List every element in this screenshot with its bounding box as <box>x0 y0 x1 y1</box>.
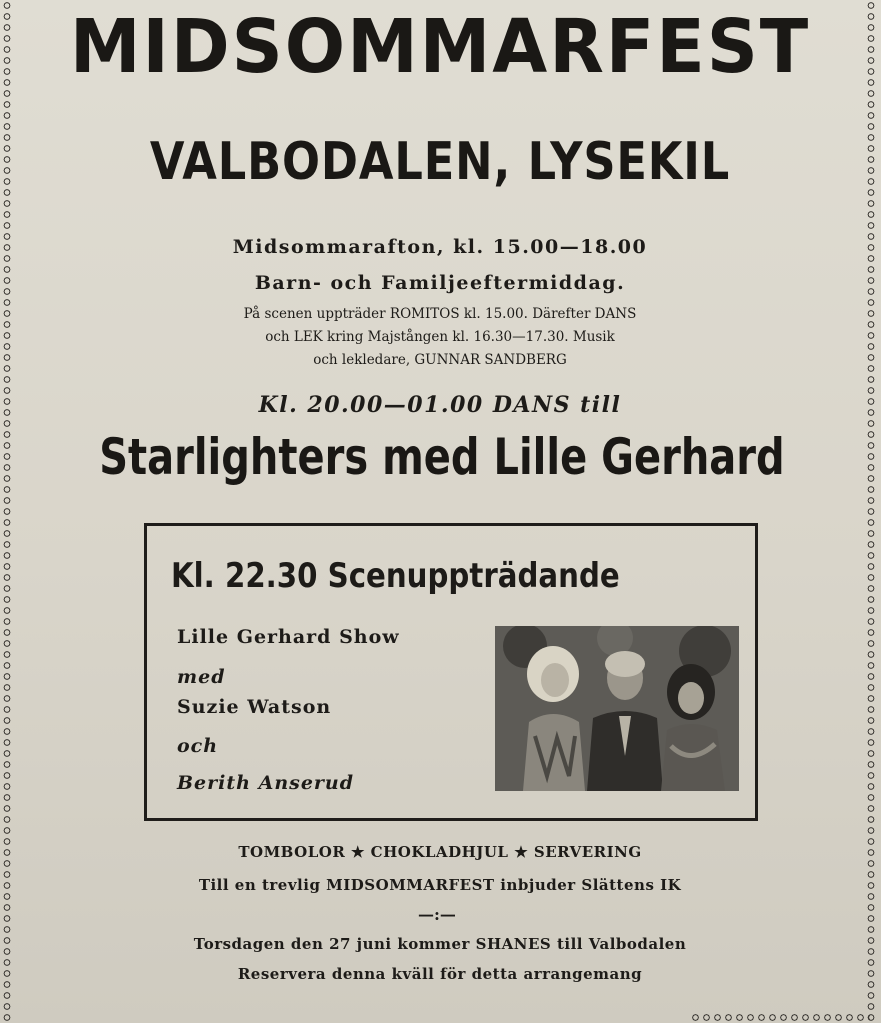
show-line-1: Lille Gerhard Show <box>177 626 400 648</box>
notice-line-1: Torsdagen den 27 juni kommer SHANES till Valbodalen <box>193 935 687 953</box>
show-line-4: och <box>177 735 219 757</box>
show-line-2: med <box>177 666 226 688</box>
notice-line-2: Reservera denna kväll för detta arrangemang <box>237 965 643 983</box>
ad-title: MIDSOMMARFEST <box>69 4 811 90</box>
decorative-border-right <box>866 0 876 1023</box>
section-divider: —:— <box>418 905 456 924</box>
show-title: Kl. 22.30 Scenuppträdande <box>171 556 620 596</box>
ad-location: VALBODALEN, LYSEKIL <box>149 132 731 192</box>
afternoon-title: Barn- och Familjeeftermiddag. <box>254 272 626 294</box>
decorative-border-bottom <box>690 1012 870 1023</box>
afternoon-time: Midsommarafton, kl. 15.00—18.00 <box>232 236 648 258</box>
show-box <box>144 523 758 821</box>
band-name: Starlighters med Lille Gerhard <box>99 428 785 486</box>
invite-line: Till en trevlig MIDSOMMARFEST inbjuder Slättens IK <box>198 876 682 894</box>
show-line-3: Suzie Watson <box>177 696 332 718</box>
afternoon-detail-2: och LEK kring Majstången kl. 16.30—17.30. Musik <box>265 329 615 345</box>
decorative-border-left <box>2 0 12 1023</box>
afternoon-detail-1: På scenen uppträder ROMITOS kl. 15.00. Därefter DANS <box>243 306 637 322</box>
extras-line: TOMBOLOR ★ CHOKLADHJUL ★ SERVERING <box>238 843 642 861</box>
performers-photo <box>495 626 739 791</box>
dance-time: Kl. 20.00—01.00 DANS till <box>258 392 622 418</box>
show-line-5: Berith Anserud <box>177 772 355 794</box>
afternoon-detail-3: och lekledare, GUNNAR SANDBERG <box>313 352 567 368</box>
